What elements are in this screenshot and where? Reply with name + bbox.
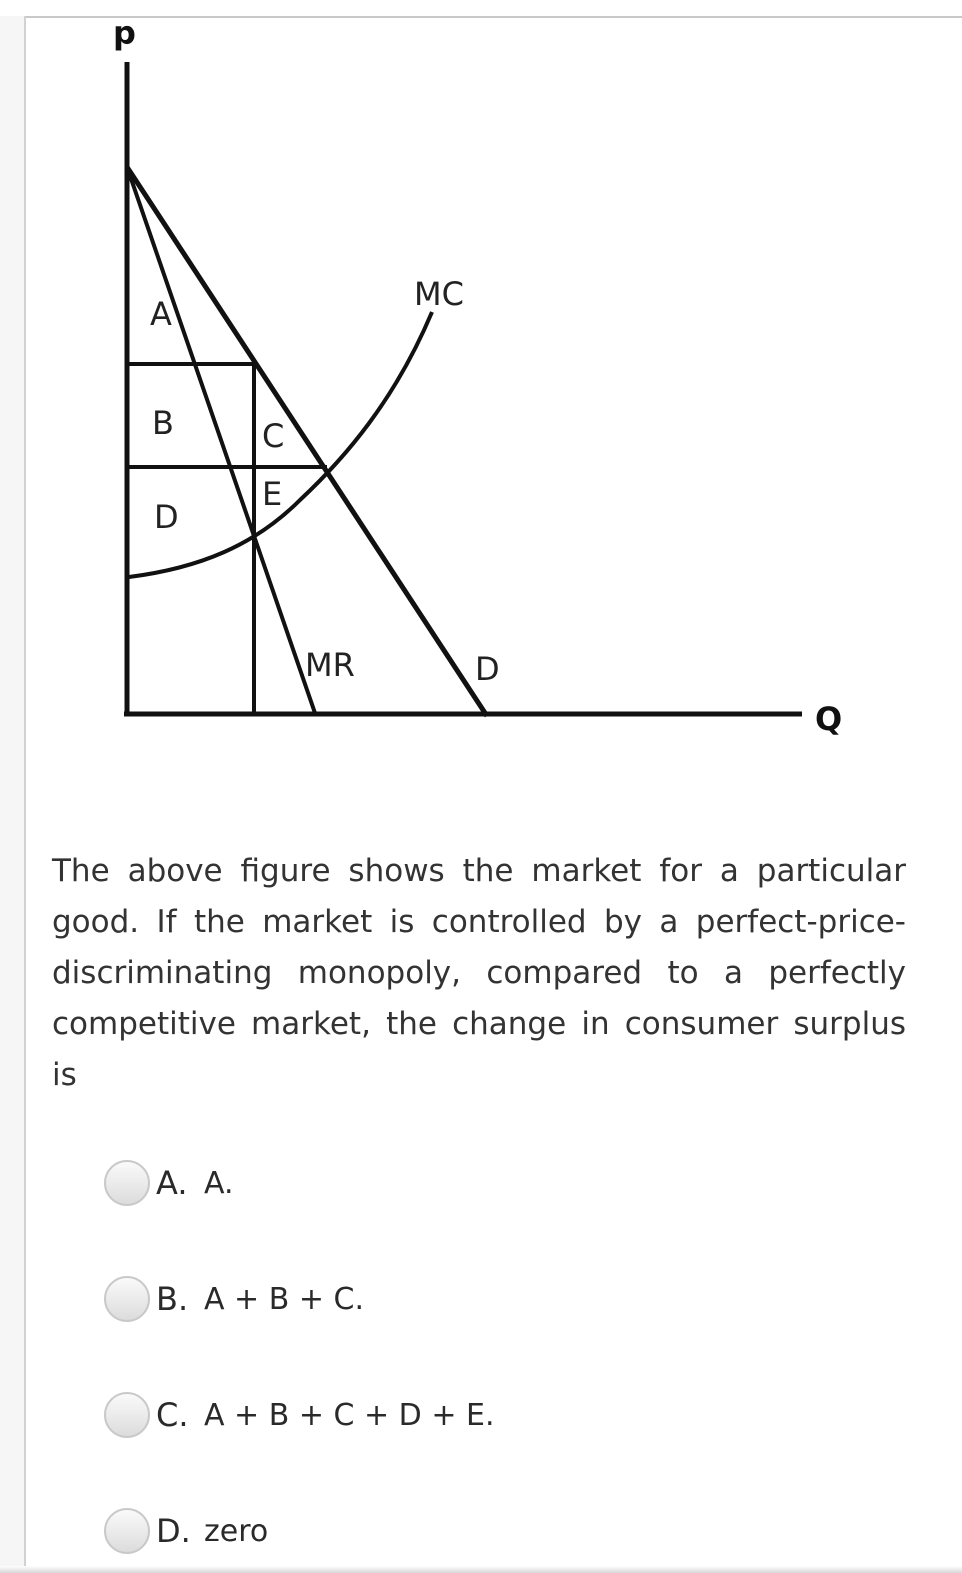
option-a-radio[interactable] bbox=[104, 1160, 150, 1206]
option-d[interactable] bbox=[104, 1504, 268, 1558]
question-text: The above figure shows the market for a particular good. If the market is controlled by a perfect-price-discriminating monopoly, compared to a perfectly competitive market, the change in consumer surplus is bbox=[52, 853, 906, 1093]
option-b-letter: B. bbox=[156, 1280, 189, 1318]
option-a-text: A. bbox=[204, 1165, 234, 1201]
option-b-radio[interactable] bbox=[104, 1276, 150, 1322]
demand-label: D bbox=[475, 650, 500, 688]
option-b[interactable] bbox=[104, 1272, 364, 1326]
option-a[interactable] bbox=[104, 1156, 234, 1210]
region-b-label: B bbox=[152, 404, 174, 442]
mr-label: MR bbox=[305, 646, 355, 684]
demand-curve bbox=[127, 167, 487, 716]
region-a-label: A bbox=[150, 295, 172, 333]
option-d-letter: D. bbox=[156, 1512, 191, 1550]
region-c-label: C bbox=[262, 417, 285, 455]
region-d-label: D bbox=[154, 498, 179, 536]
q-axis-label: Q bbox=[815, 700, 843, 738]
option-d-text: zero bbox=[204, 1513, 269, 1549]
option-c-letter: C. bbox=[156, 1396, 189, 1434]
market-figure bbox=[0, 0, 962, 780]
mc-label: MC bbox=[414, 275, 464, 313]
option-c-text: A + B + C + D + E. bbox=[204, 1397, 495, 1433]
bottom-edge bbox=[0, 1566, 962, 1573]
option-c[interactable] bbox=[104, 1388, 494, 1442]
option-a-letter: A. bbox=[156, 1164, 188, 1202]
option-c-radio[interactable] bbox=[104, 1392, 150, 1438]
p-axis-label: p bbox=[113, 14, 136, 52]
option-d-radio[interactable] bbox=[104, 1508, 150, 1554]
market-diagram bbox=[0, 0, 962, 780]
region-e-label: E bbox=[262, 475, 283, 513]
option-b-text: A + B + C. bbox=[204, 1281, 365, 1317]
